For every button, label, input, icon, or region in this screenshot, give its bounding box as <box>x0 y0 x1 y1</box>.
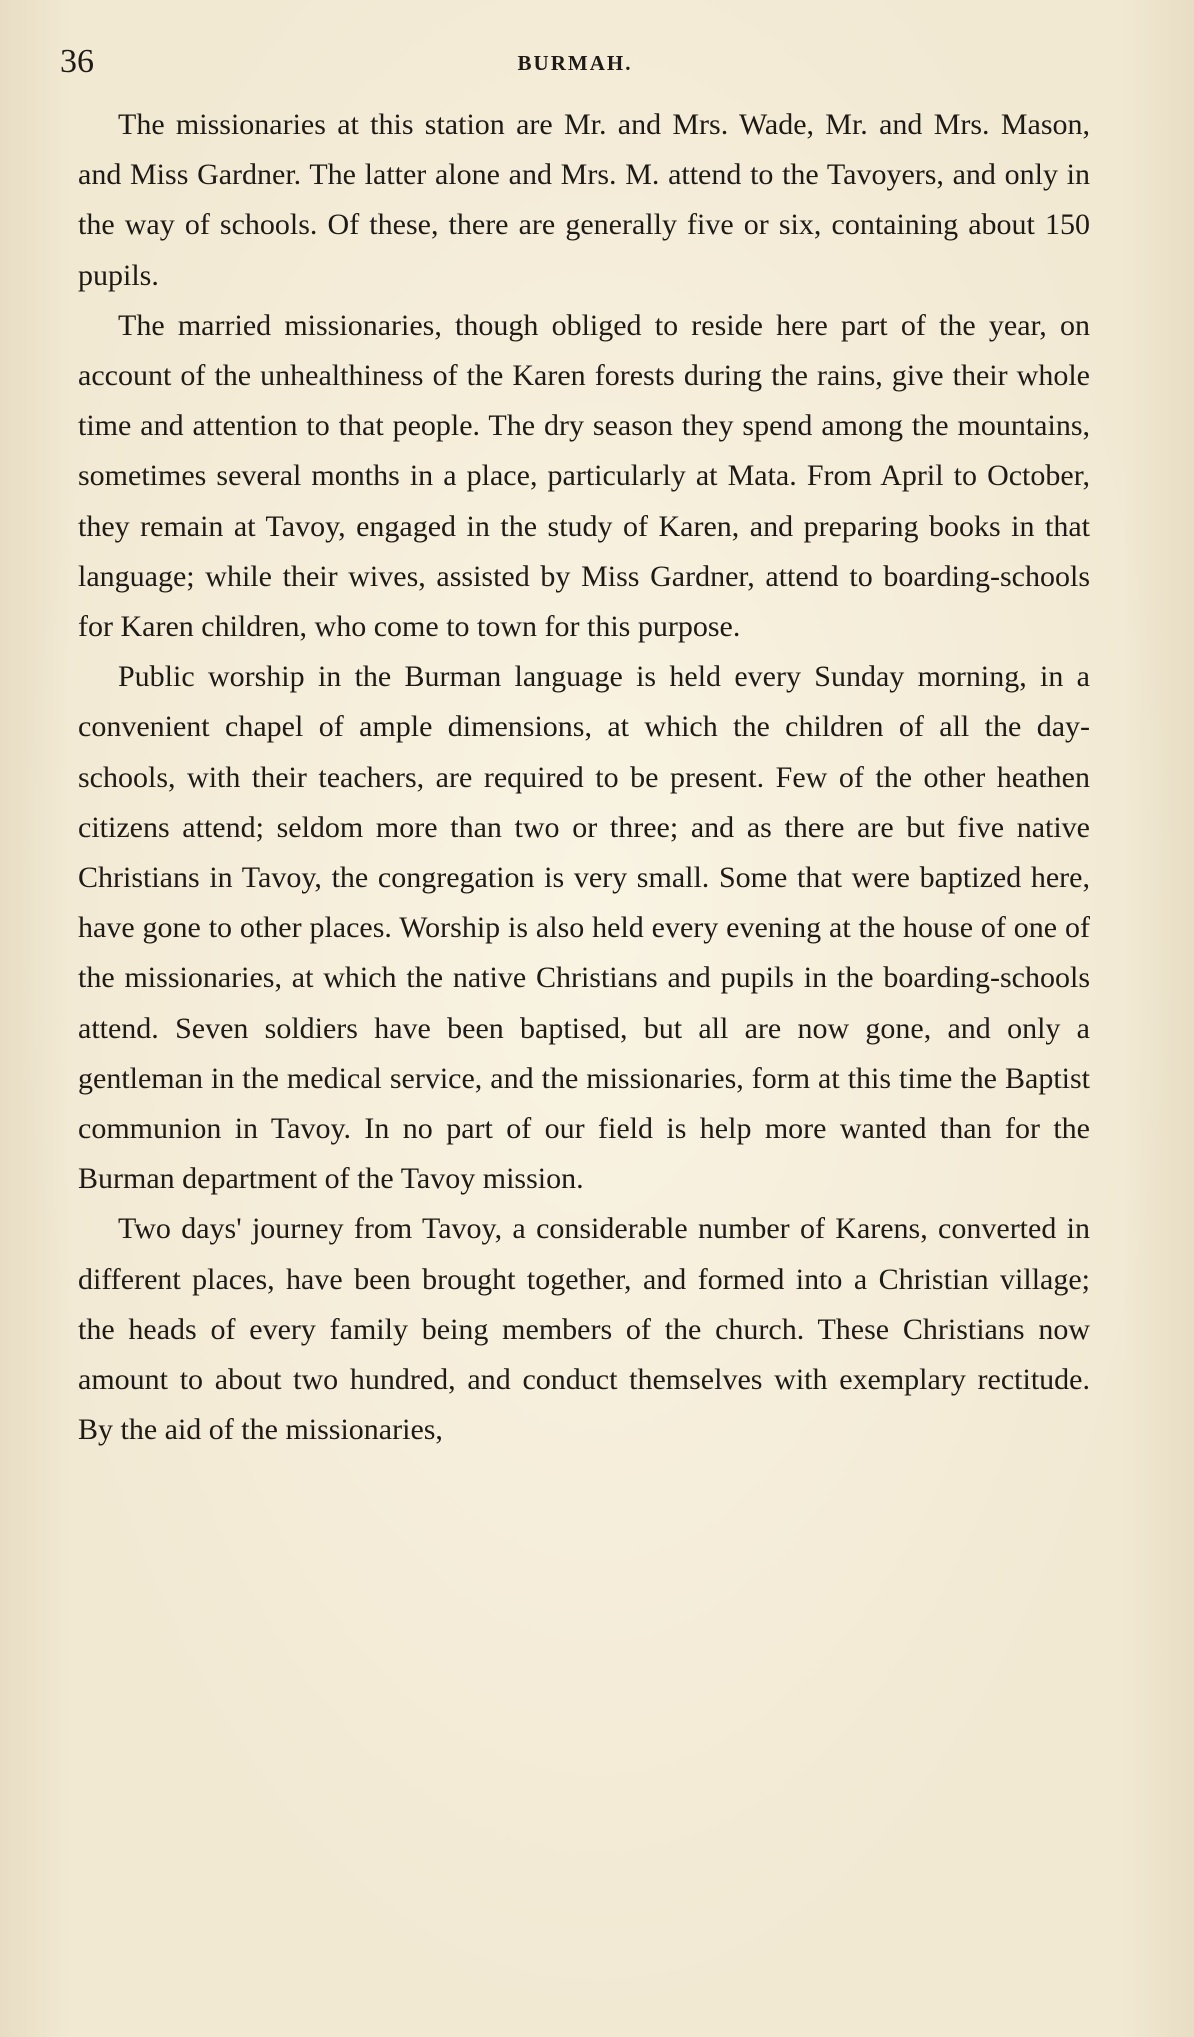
page-number: 36 <box>60 43 94 80</box>
paragraph-2: The married missionaries, though obliged to reside here part of the year, on account of the unhealthiness of the Karen forests during the rains, give their whole time and attention to that people. The dry season they spend among the mountains, sometimes several months in a place, particularly at Mata. From April to October, they remain at Tavoy, engaged in the study of Karen, and preparing books in that language; while their wives, assisted by Miss Gardner, attend to boarding-schools for Karen children, who come to town for this purpose. <box>78 308 1090 644</box>
paragraph-1: The missionaries at this station are Mr. and Mrs. Wade, Mr. and Mrs. Mason, and Miss Gardner. The latter alone and Mrs. M. attend to the Tavoyers, and only in the way of schools. Of these, there are generally five or six, containing about 150 pupils. <box>78 108 1090 292</box>
paragraph-4: Two days' journey from Tavoy, a considerable number of Karens, converted in different places, have been brought together, and formed into a Christian village; the heads of every family being members of the church. These Christians now amount to about two hundred, and conduct themselves with exemplary rectitude. By the aid of the missionaries, <box>78 1212 1090 1447</box>
body-text <box>78 100 1090 1455</box>
running-title: BURMAH. <box>517 51 633 75</box>
paragraph-3: Public worship in the Burman language is held every Sunday morning, in a convenient chapel of ample dimensions, at which the children of all the day-schools, with their teachers, are required to be present. Few of the other heathen citizens attend; seldom more than two or three; and as there are but five native Christians in Tavoy, the congregation is very small. Some that were baptized here, have gone to other places. Worship is also held every evening at the house of one of the missionaries, at which the native Christians and pupils in the boarding-schools attend. Seven soldiers have been baptised, but all are now gone, and only a gentleman in the medical service, and the missionaries, form at this time the Baptist communion in Tavoy. In no part of our field is help more wanted than for the Burman department of the Tavoy mission. <box>78 660 1090 1196</box>
running-head <box>60 42 1090 82</box>
